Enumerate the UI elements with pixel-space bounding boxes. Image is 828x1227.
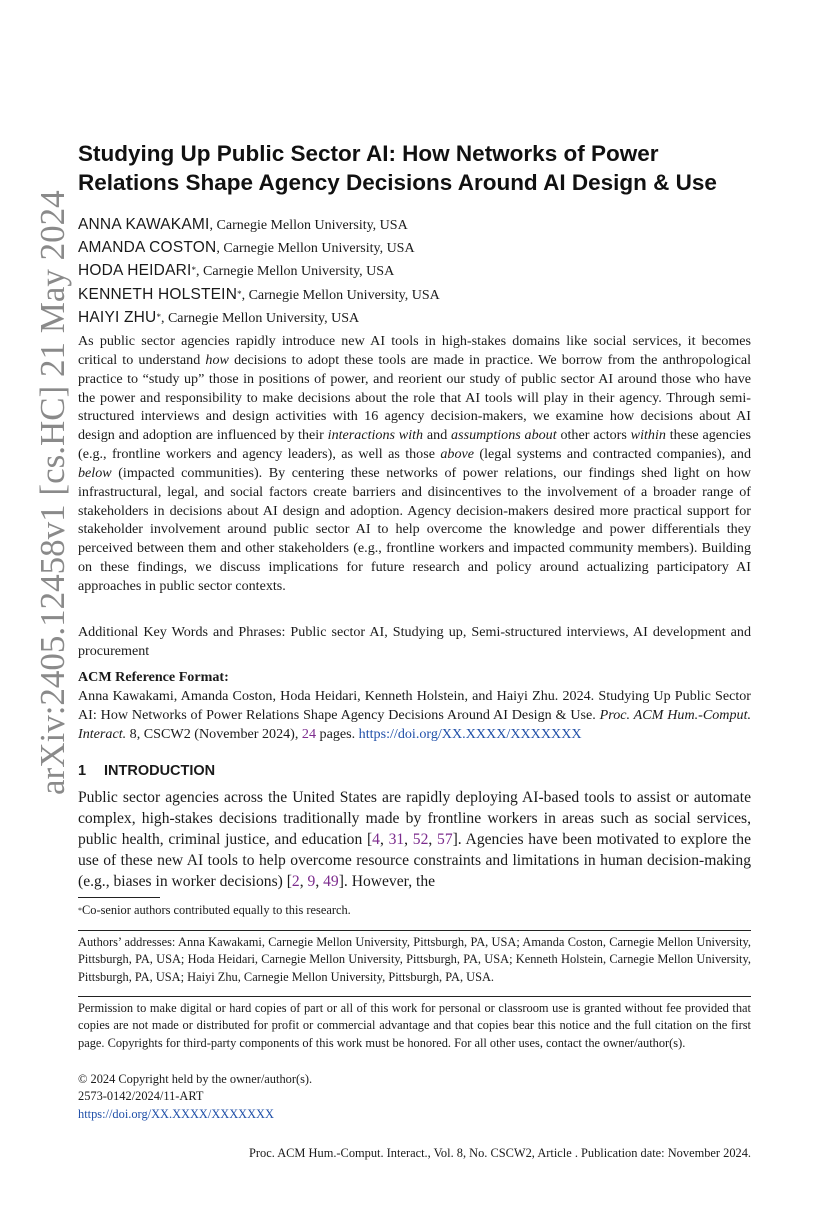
footnote <box>78 902 751 919</box>
intro-paragraph <box>78 787 751 892</box>
divider <box>78 996 751 997</box>
section-heading <box>78 761 751 781</box>
author-addresses: Authors’ addresses: Anna Kawakami, Carnegie Mellon University, Pittsburgh, PA, USA; Amanda Coston, Carnegie Mellon University, Pittsburgh, PA, USA; Hoda Heidari, Carnegie Mellon University, Pittsburgh, PA, USA; Kenneth Holstein, Carnegie Mellon University, Pittsburgh, PA, USA; Haiyi Zhu, Carnegie Mellon University, Pittsburgh, PA, USA. <box>78 935 751 984</box>
citation-link[interactable]: 4 <box>372 831 380 848</box>
abstract-emphasis: below <box>78 464 112 481</box>
author-entry <box>78 307 751 330</box>
paper-title <box>78 139 751 197</box>
abstract <box>78 332 751 596</box>
footnote-text: Co-senior authors contributed equally to this research. <box>82 903 351 917</box>
acm-reference <box>78 668 751 743</box>
citation-link[interactable]: 9 <box>307 873 316 890</box>
intro-text: ]. However, the <box>338 873 436 890</box>
author-affiliation: , Carnegie Mellon University, USA <box>160 310 360 326</box>
title-line-1: Studying Up Public Sector AI: How Networks of Power <box>78 141 659 166</box>
author-entry <box>78 260 751 283</box>
intro-text: ]. Agencies have been motivated to explore the use of these new AI tools to help overcome resource constraints and limitations in human decision-making (e.g., biases in worker decisions) [ <box>78 831 752 890</box>
doi-link[interactable]: https://doi.org/XX.XXXX/XXXXXXX <box>78 1106 274 1121</box>
author-entry <box>78 284 751 307</box>
copyright-block <box>78 1071 751 1123</box>
author-entry <box>78 214 751 237</box>
citation-link[interactable]: 57 <box>437 831 453 848</box>
author-name: HODA HEIDARI <box>78 262 192 280</box>
keywords: Additional Key Words and Phrases: Public sector AI, Studying up, Semi-structured interviews, AI development and procurement <box>78 624 751 659</box>
citation-link[interactable]: 49 <box>323 873 339 890</box>
author-affiliation: , Carnegie Mellon University, USA <box>216 241 415 257</box>
author-name: ANNA KAWAKAMI <box>78 216 210 233</box>
abstract-text: and <box>423 427 452 444</box>
acm-reference-heading: ACM Reference Format: <box>78 669 229 685</box>
permission-notice: Permission to make digital or hard copies of part or all of this work for personal or classroom use is granted without fee provided that copies are not made or distributed for profit or commercial advantage and that copies bear this notice and the full citation on the first page. Copyrights for third-party components of this work must be honored. For all other uses, contact the owner/author(s). <box>78 1001 751 1050</box>
author-mark: * <box>156 311 161 322</box>
footnote-rule <box>78 897 160 898</box>
page-footer: Proc. ACM Hum.-Comput. Interact., Vol. 8, No. CSCW2, Article . Publication date: November 2024. <box>249 1146 751 1160</box>
arxiv-stamp <box>16 190 76 800</box>
author-name: AMANDA COSTON <box>78 239 217 257</box>
author-entry <box>78 237 751 260</box>
footnote-mark: * <box>78 906 82 915</box>
reference-journal: Proc. ACM Hum.-Comput. Interact. <box>78 706 752 742</box>
reference-doi-link[interactable]: https://doi.org/XX.XXXX/XXXXXXX <box>358 725 582 742</box>
abstract-text: other actors <box>556 427 631 444</box>
section-title: INTRODUCTION <box>104 763 216 779</box>
author-name: KENNETH HOLSTEIN <box>78 285 238 303</box>
abstract-text: As public sector agencies rapidly introduce new AI tools in high-stakes domains like social services, it becomes critical to understand <box>78 333 751 368</box>
abstract-text: (legal systems and contracted companies), and <box>474 446 751 463</box>
author-mark: * <box>237 288 242 299</box>
citation-separator: , <box>428 831 438 848</box>
citation-link[interactable]: 31 <box>388 831 405 848</box>
citation-link[interactable]: 52 <box>412 831 429 848</box>
title-line-2: Relations Shape Agency Decisions Around AI Design & Use <box>78 170 717 195</box>
citation-separator: , <box>379 831 389 848</box>
divider <box>78 930 751 931</box>
author-affiliation: , Carnegie Mellon University, USA <box>241 287 440 303</box>
author-list <box>78 214 751 330</box>
reference-text: 8, CSCW2 (November 2024), <box>126 725 302 742</box>
issn-line: 2573-0142/2024/11-ART <box>78 1089 204 1104</box>
citation-separator: , <box>404 831 413 848</box>
abstract-text: decisions to adopt these tools are made in practice. We borrow from the anthropological practice to “study up” those in positions of power, and reorient our study of public sector AI around those who have the power and responsibility to make decisions about the role that AI tools will play in their agency. Through semi-structured interviews and design activities with 16 agency decision-makers, we examine how decisions about AI design and adoption are influenced by their <box>78 351 751 444</box>
copyright-line: © 2024 Copyright held by the owner/author(s). <box>78 1072 313 1086</box>
abstract-emphasis: how <box>205 351 229 368</box>
author-mark: * <box>191 265 197 276</box>
abstract-emphasis: assumptions about <box>451 427 557 444</box>
abstract-emphasis: within <box>630 427 666 444</box>
abstract-text: (impacted communities). By centering these networks of power relations, our findings shed light on how infrastructural, legal, and social factors create barriers and disincentives to the involvement of a broader range of stakeholders in decisions about AI design and adoption. Agency decision-makers desired more practical support for stakeholder involvement around public sector AI to help overcome the knowledge and power differentials they perceived between them and other stakeholders (e.g., frontline workers and impacted community members). Building on these findings, we discuss implications for future research and policy around actualizing participatory AI approaches in public sector contexts. <box>78 464 751 594</box>
reference-text: Anna Kawakami, Amanda Coston, Hoda Heidari, Kenneth Holstein, and Haiyi Zhu. 2024. Studying Up Public Sector AI: How Networks of Power Relations Shape Agency Decisions Around AI Design & Use. <box>78 687 751 723</box>
arxiv-stamp-text: arXiv:2405.12458v1 [cs.HC] 21 May 2024 <box>33 190 72 795</box>
acm-reference-body <box>78 687 751 744</box>
citation-separator: , <box>315 873 324 890</box>
reference-text: pages. <box>316 725 359 742</box>
reference-pages-link[interactable]: 24 <box>301 725 316 742</box>
author-affiliation: , Carnegie Mellon University, USA <box>196 264 395 280</box>
abstract-text: these agencies (e.g., frontline workers and agency leaders), as well as those <box>78 427 751 463</box>
author-affiliation: , Carnegie Mellon University, USA <box>209 218 408 233</box>
intro-text: Public sector agencies across the United States are rapidly deploying AI-based tools to assist or automate complex, high-stakes decisions traditionally made by frontline workers in areas such as social services, public health, criminal justice, and education [ <box>78 789 751 848</box>
section-number: 1 <box>78 763 87 779</box>
citation-link[interactable]: 2 <box>291 873 300 890</box>
abstract-emphasis: above <box>440 446 475 463</box>
abstract-emphasis: interactions with <box>327 427 424 444</box>
author-name: HAIYI ZHU <box>78 308 157 326</box>
citation-separator: , <box>299 873 308 890</box>
